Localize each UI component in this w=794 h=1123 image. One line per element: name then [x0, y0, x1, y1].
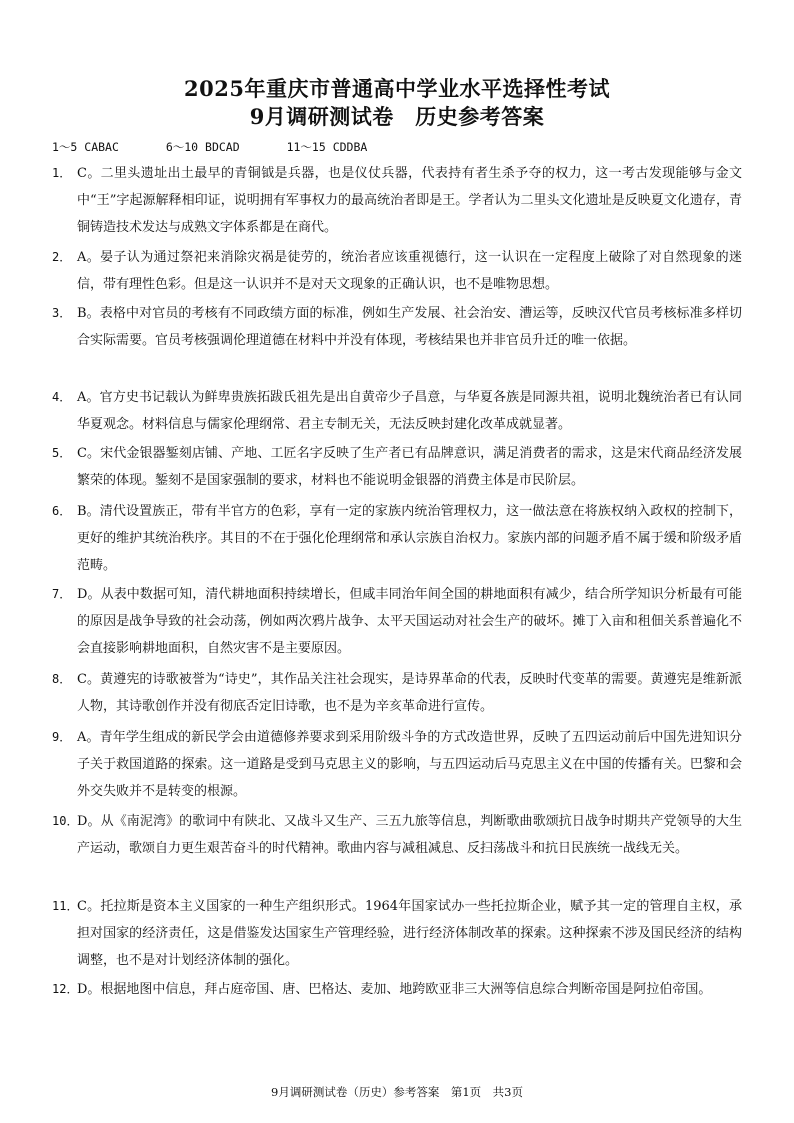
question-item-2 — [52, 244, 742, 298]
answer-summary-group-2: 6～10 BDCAD — [165, 140, 240, 154]
question-item-12 — [52, 976, 742, 1003]
question-number: 10． — [52, 814, 79, 828]
question-explanation: C。二里头遗址出土最早的青铜钺是兵器，也是仪仗兵器，代表持有者生杀予夺的权力，这一考古发现能够与金文中“王”字起源解释相印证，说明拥有军事权力的最高统治者即是王。学者认为二里头文化遗址是反映夏文化遗存，青铜铸造技术发达与成熟文字体系都是在商代。 — [77, 166, 742, 235]
question-explanation: C。托拉斯是资本主义国家的一种生产组织形式。1964年国家试办一些托拉斯企业，赋予其一定的管理自主权，承担对国家的经济责任，这是借鉴发达国家生产管理经验，进行经济体制改革的探索。这种探索不涉及国民经济的结构调整，也不是对计划经济体制的强化。 — [77, 899, 742, 968]
question-explanation: B。表格中对官员的考核有不同政绩方面的标准，例如生产发展、社会治安、漕运等，反映汉代官员考核标准多样切合实际需要。官员考核强调伦理道德在材料中并没有体现，考核结果也并非官员升迁的唯一依据。 — [77, 306, 742, 348]
answer-summary-group-1: 1～5 CABAC — [52, 140, 119, 154]
question-item-9 — [52, 724, 742, 805]
question-number: 4． — [52, 390, 72, 404]
question-number: 9． — [52, 730, 72, 744]
question-number: 11． — [52, 899, 79, 913]
question-number: 12． — [52, 982, 79, 996]
question-item-11 — [52, 893, 742, 974]
question-number: 8． — [52, 672, 72, 686]
answer-summary-group-3: 11～15 CDDBA — [286, 140, 368, 154]
question-number: 7． — [52, 587, 72, 601]
answer-summary — [52, 139, 407, 155]
question-explanation: D。从《南泥湾》的歌词中有陕北、又战斗又生产、三五九旅等信息，判断歌曲歌颂抗日战争时期共产党领导的大生产运动，歌颂自力更生艰苦奋斗的时代精神。歌曲内容与减租减息、反扫荡战斗和抗日民族统一战线无关。 — [77, 814, 742, 856]
question-number: 6． — [52, 504, 72, 518]
question-explanation: C。黄遵宪的诗歌被誉为“诗史”，其作品关注社会现实，是诗界革命的代表，反映时代变革的需要。黄遵宪是维新派人物，其诗歌创作并没有彻底否定旧诗歌，也不是为辛亥革命进行宣传。 — [77, 672, 742, 714]
question-number: 5． — [52, 446, 72, 460]
page-title-line2: 9月调研测试卷 历史参考答案 — [249, 104, 545, 129]
question-explanation: B。清代设置族正，带有半官方的色彩，享有一定的家族内统治管理权力，这一做法意在将族权纳入政权的控制下，更好的维护其统治秩序。其目的不在于强化伦理纲常和承认宗族自治权力。家族内部的问题矛盾不属于缓和阶级矛盾范畴。 — [77, 504, 742, 573]
question-item-6 — [52, 498, 742, 579]
question-item-8 — [52, 666, 742, 720]
question-item-1 — [52, 160, 742, 241]
page-title-line1: 2025年重庆市普通高中学业水平选择性考试 — [184, 76, 610, 101]
question-explanation: C。宋代金银器錾刻店铺、产地、工匠名字反映了生产者已有品牌意识，满足消费者的需求，这是宋代商品经济发展繁荣的体现。錾刻不是国家强制的要求，材料也不能说明金银器的消费主体是市民阶层。 — [77, 446, 742, 488]
question-explanation: A。官方史书记载认为鲜卑贵族拓跋氏祖先是出自黄帝少子昌意，与华夏各族是同源共祖，说明北魏统治者已有认同华夏观念。材料信息与儒家伦理纲常、君主专制无关，无法反映封建化改革成就显著。 — [77, 390, 742, 432]
question-item-7 — [52, 581, 742, 662]
question-explanation: A。晏子认为通过祭祀来消除灾祸是徒劳的，统治者应该重视德行，这一认识在一定程度上破除了对自然现象的迷信，带有理性色彩。但是这一认识并不是对天文现象的正确认识，也不是唯物思想。 — [77, 250, 742, 292]
question-explanation: D。从表中数据可知，清代耕地面积持续增长，但咸丰同治年间全国的耕地面积有减少，结合所学知识分析最有可能的原因是战争导致的社会动荡，例如两次鸦片战争、太平天国运动对社会生产的破坏。摊丁入亩和租佃关系普遍化不会直接影响耕地面积，自然灾害不是主要原因。 — [77, 587, 742, 656]
page-footer: 9月调研测试卷（历史）参考答案 第1页 共3页 — [271, 1085, 523, 1099]
question-number: 1． — [52, 166, 72, 180]
question-number: 3． — [52, 306, 72, 320]
question-item-4 — [52, 384, 742, 438]
question-item-5 — [52, 440, 742, 494]
question-explanation: D。根据地图中信息，拜占庭帝国、唐、巴格达、麦加、地跨欧亚非三大洲等信息综合判断帝国是阿拉伯帝国。 — [77, 982, 712, 997]
question-explanation: A。青年学生组成的新民学会由道德修养要求到采用阶级斗争的方式改造世界，反映了五四运动前后中国先进知识分子关于救国道路的探索。这一道路是受到马克思主义的影响，与五四运动后马克思主义在中国的传播有关。巴黎和会外交失败并不是转变的根源。 — [77, 730, 742, 799]
question-item-3 — [52, 300, 742, 354]
question-item-10 — [52, 808, 742, 862]
question-number: 2． — [52, 250, 72, 264]
